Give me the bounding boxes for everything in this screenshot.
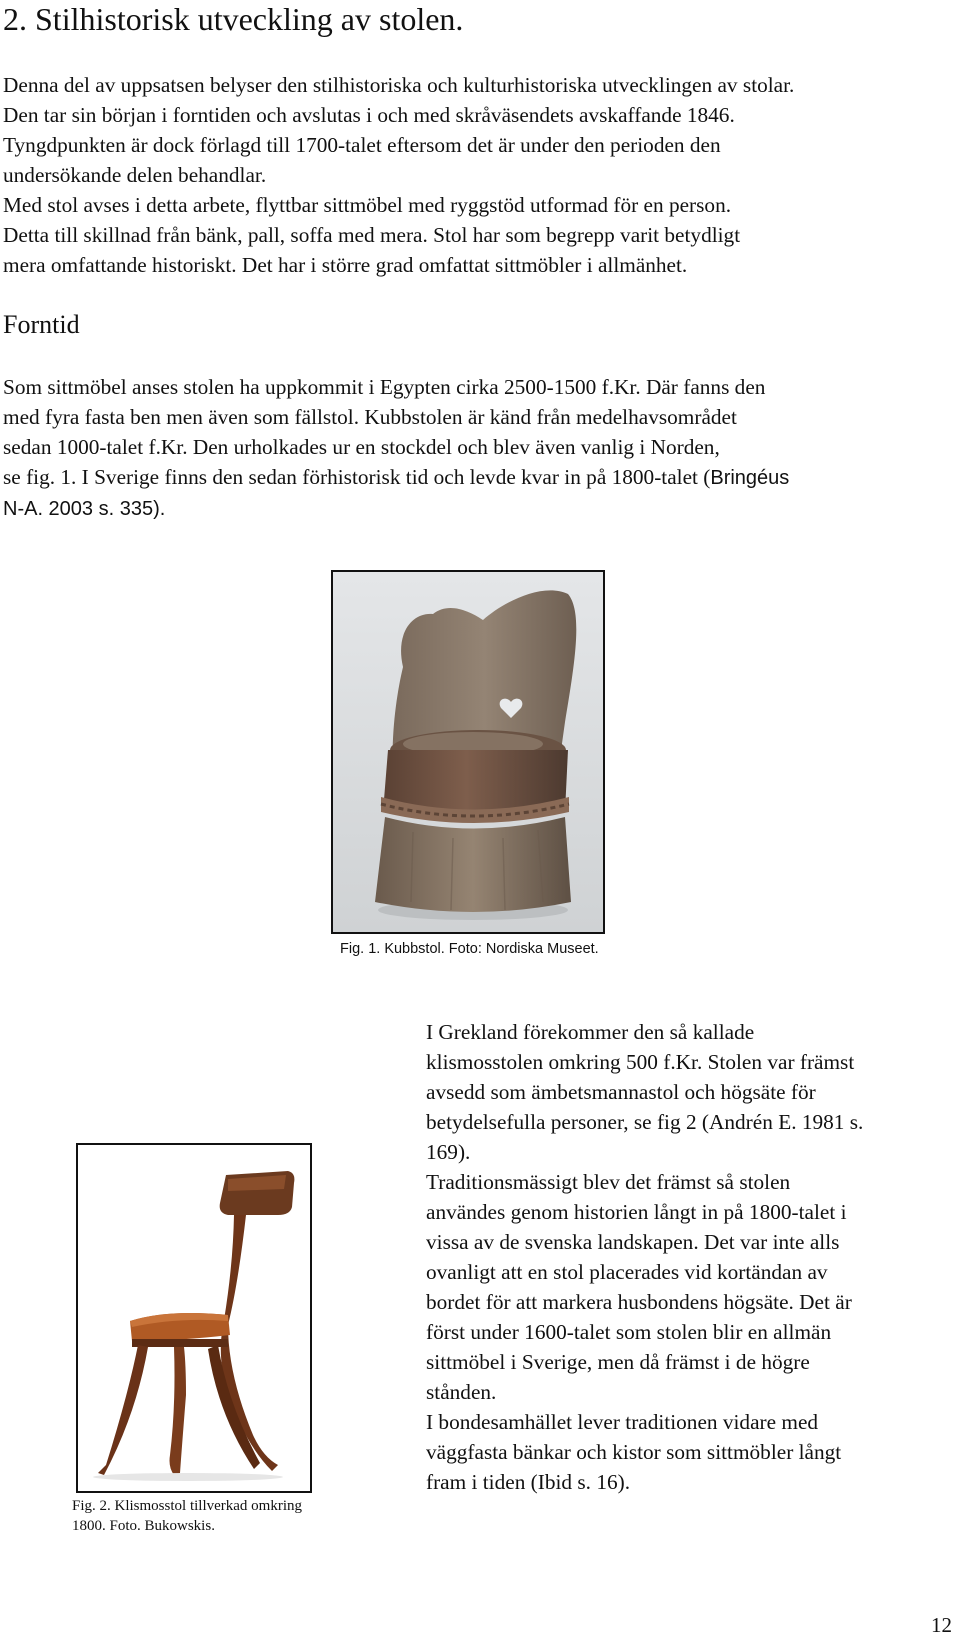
greece-line: I bondesamhället lever traditionen vidare med [426, 1410, 819, 1434]
greece-line: sittmöbel i Sverige, men då främst i de högre [426, 1350, 810, 1374]
page-title: 2. Stilhistorisk utveckling av stolen. [3, 1, 464, 37]
intro-paragraph [3, 70, 948, 280]
greece-line: ovanligt att en stol placerades vid kortändan av [426, 1260, 828, 1284]
intro-line: Detta till skillnad från bänk, pall, soffa med mera. Stol har som begrepp varit betydligt [3, 223, 741, 247]
forntid-line: Som sittmöbel anses stolen ha uppkommit i Egypten cirka 2500-1500 f.Kr. Där fanns den [3, 375, 766, 399]
figure-1-image [331, 570, 605, 934]
greece-line: väggfasta bänkar och kistor som sittmöbler långt [426, 1440, 842, 1464]
intro-line: undersökande delen behandlar. [3, 163, 267, 187]
forntid-line-text: se fig. 1. I Sverige finns den sedan förhistorisk tid och levde kvar in på 1800-talet ( [3, 465, 711, 489]
citation-text: N-A. 2003 s. 335). [3, 498, 166, 520]
forntid-line: med fyra fasta ben men även som fällstol. Kubbstolen är känd från medelhavsområdet [3, 405, 737, 429]
greece-line: stånden. [426, 1380, 497, 1404]
greece-line: I Grekland förekommer den så kallade [426, 1020, 755, 1044]
figure-2-caption [72, 1496, 342, 1536]
kubbstol-illustration [333, 572, 603, 932]
forntid-line: sedan 1000-talet f.Kr. Den urholkades ur en stockdel och blev även vanlig i Norden, [3, 435, 720, 459]
citation-text: Bringéus [710, 467, 790, 489]
intro-line: Den tar sin början i forntiden och avslutas i och med skråväsendets avskaffande 1846. [3, 103, 735, 127]
intro-line: Denna del av uppsatsen belyser den stilhistoriska och kulturhistoriska utvecklingen av stolar. [3, 73, 795, 97]
greece-line: bordet för att markera husbondens högsäte. Det är [426, 1290, 852, 1314]
forntid-line [3, 493, 948, 524]
section-heading-forntid: Forntid [3, 310, 80, 339]
intro-line: Med stol avses i detta arbete, flyttbar sittmöbel med ryggstöd utformad för en person. [3, 193, 732, 217]
greece-line: först under 1600-talet som stolen blir en allmän [426, 1320, 832, 1344]
figure-2-caption-line: 1800. Foto. Bukowskis. [72, 1518, 215, 1534]
greece-line: avsedd som ämbetsmannastol och högsäte för [426, 1080, 816, 1104]
forntid-line [3, 462, 948, 493]
greece-line: Traditionsmässigt blev det främst så stolen [426, 1170, 791, 1194]
intro-line: mera omfattande historiskt. Det har i större grad omfattat sittmöbler i allmänhet. [3, 253, 688, 277]
klismosstol-illustration [78, 1145, 310, 1491]
greece-line: användes genom historien långt in på 1800-talet i [426, 1200, 847, 1224]
greece-paragraph [426, 1017, 951, 1497]
figure-2-caption-line: Fig. 2. Klismosstol tillverkad omkring [72, 1498, 303, 1514]
intro-line: Tyngdpunkten är dock förlagd till 1700-talet eftersom det är under den perioden den [3, 133, 721, 157]
greece-line: fram i tiden (Ibid s. 16). [426, 1470, 631, 1494]
greece-line: 169). [426, 1140, 471, 1164]
greece-line: vissa av de svenska landskapen. Det var inte alls [426, 1230, 840, 1254]
page-number: 12 [931, 1613, 952, 1637]
greece-line: betydelsefulla personer, se fig 2 (Andrén E. 1981 s. [426, 1110, 864, 1134]
figure-2-image [76, 1143, 312, 1493]
greece-line: klismosstolen omkring 500 f.Kr. Stolen var främst [426, 1050, 855, 1074]
forntid-paragraph [3, 372, 948, 524]
figure-1-caption: Fig. 1. Kubbstol. Foto: Nordiska Museet. [340, 941, 599, 957]
